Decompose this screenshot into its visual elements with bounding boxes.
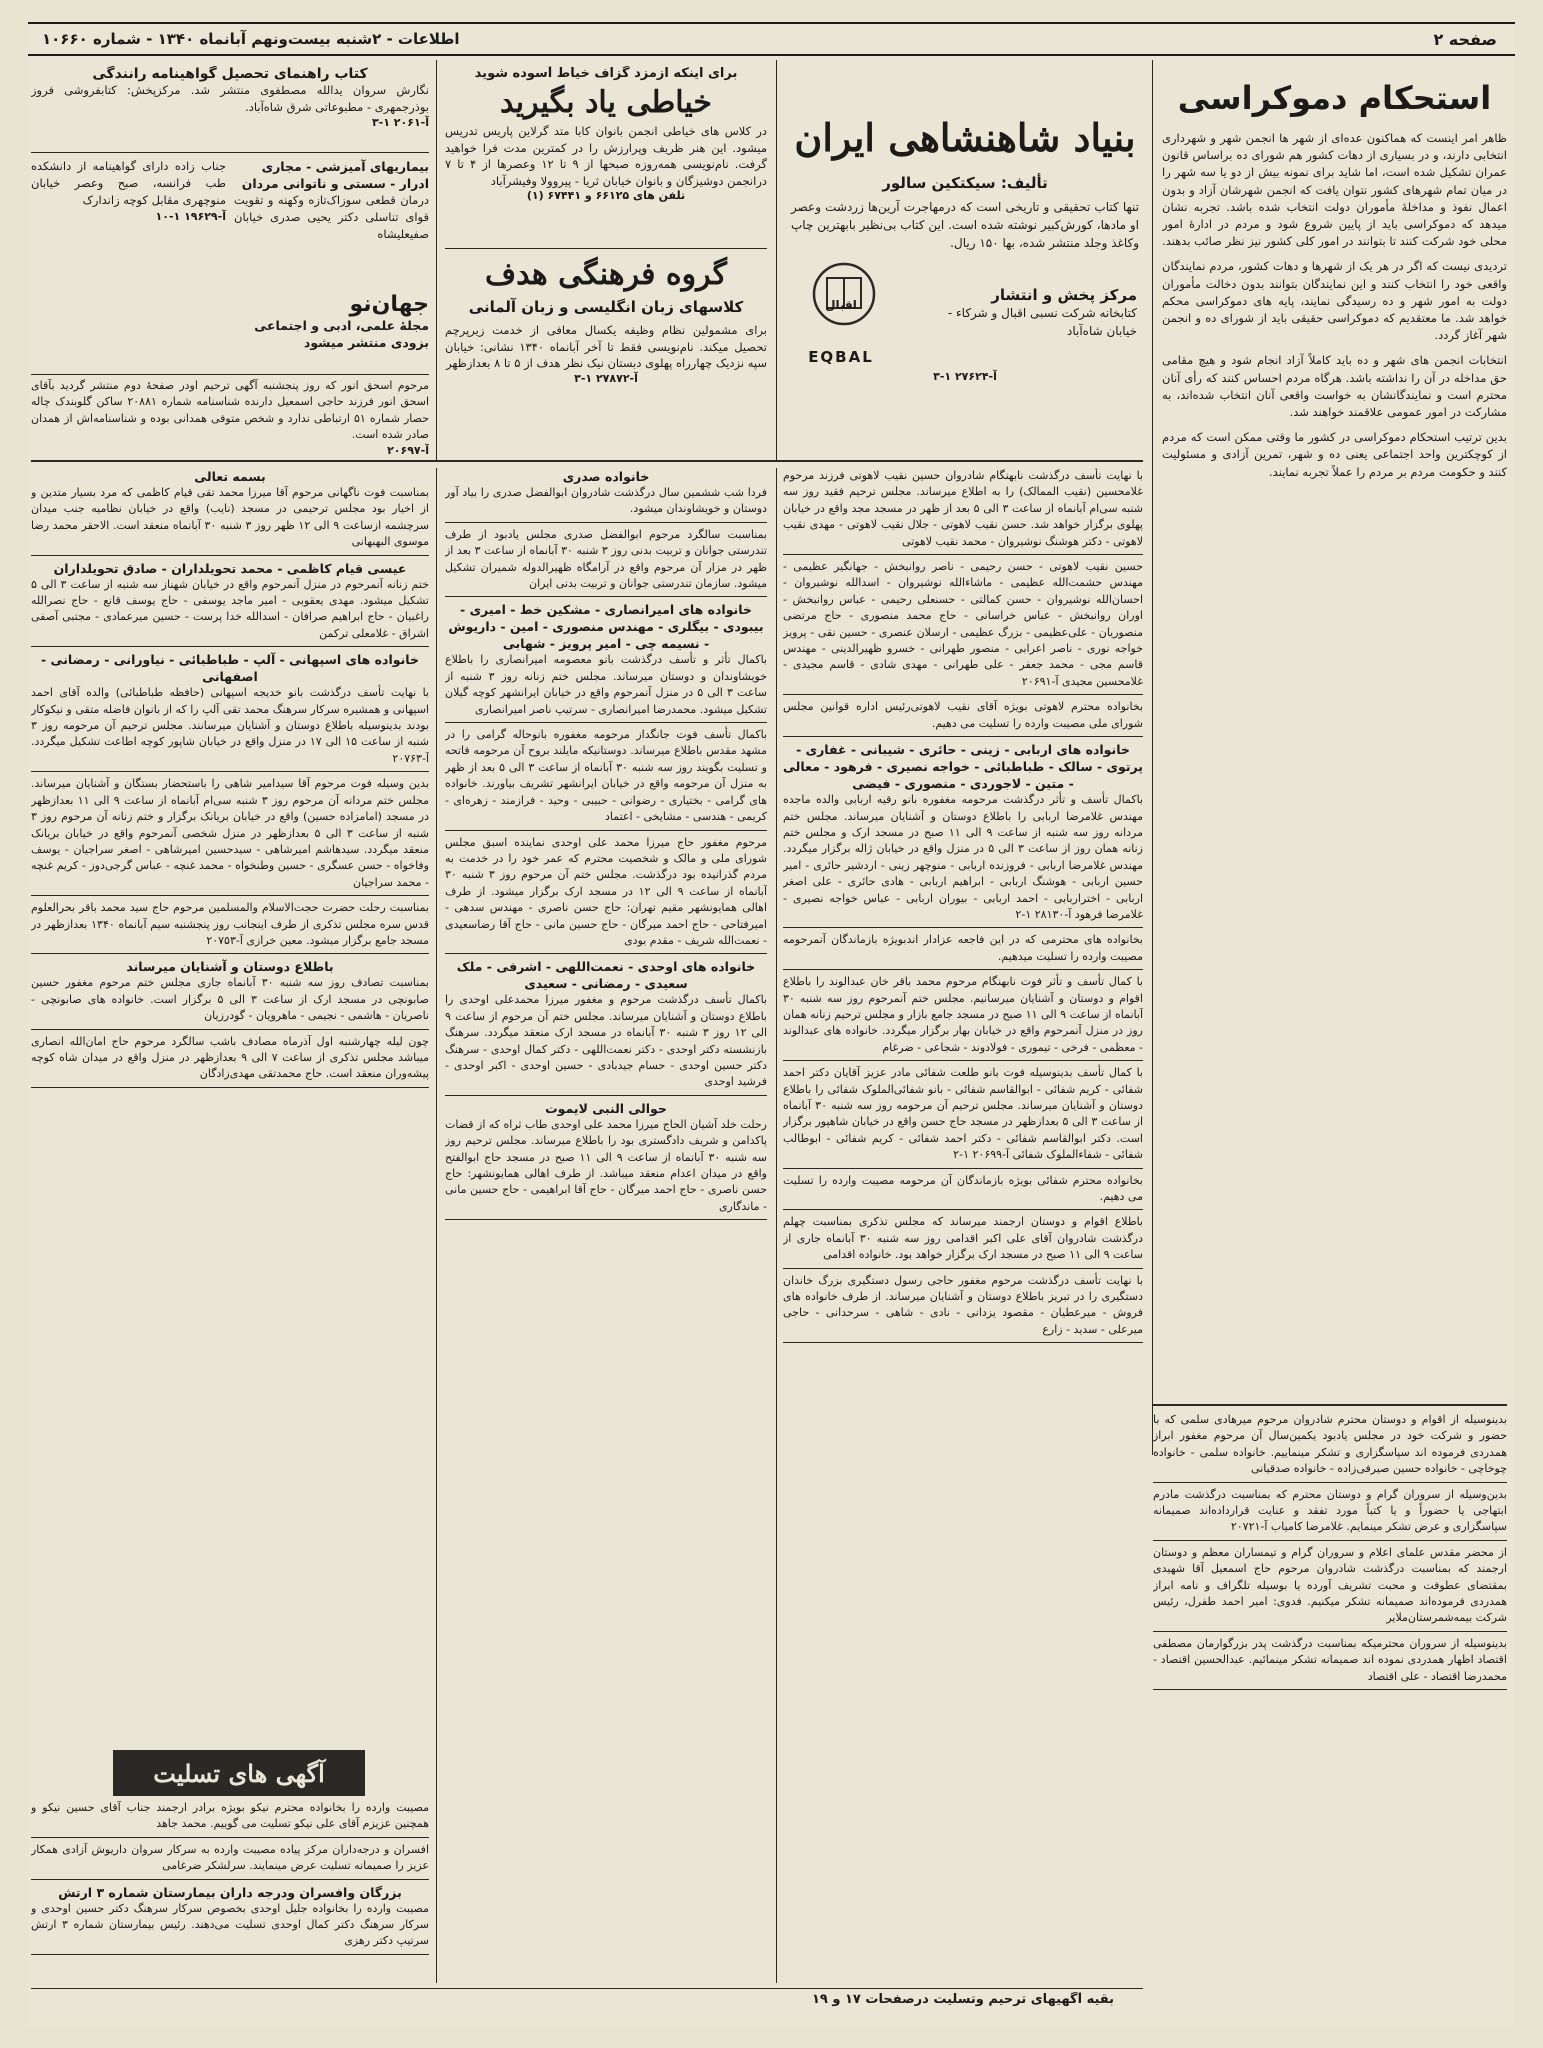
ad-clinic-right (234, 158, 429, 244)
notice-body: رحلت خلد آشیان الحاج میرزا محمد علی اوحدی طاب ثراه که از قضات پاکدامن و شریف دادگستری بود را باطلاع میرساند. مجلس ترحیم روز سه شنبه ۳۰ آبانماه از ساعت ۹ الی ۱۱ صبح در مسجد حاج ابوالفتح واقع در میدان اعدام منعقد میباشد. از طرف اهالی همایونشهر: حاج حسن ناصری - حاج احمد میرگان - حاج آقا ابراهیمی - حاج حسین مانی - ماندگاری (445, 1117, 767, 1213)
ad-tailoring-title: خیاطی یاد بگیرید (500, 85, 712, 120)
ad-bonyad-code: آ-۲۷۶۲۴ ۱-۳ (933, 370, 997, 383)
notice-body: بخانواده های محترمی که در این فاجعه عزادار اندبویژه بازماندگان آنمرحومه مصیبت وارده را تسلیت میدهیم. (783, 933, 1143, 963)
notice-title: خانواده های اوحدی - نعمت‌اللهی - اشرفی - ملک سعیدی - رمضانی - سعیدی (456, 959, 756, 992)
ad-hadaf-body: برای مشمولین نظام وظیفه یکسال معافی از خدمت زیرپرچم تحصیل میکند. نام‌نویسی فقط تا آخر آبانماه ۱۳۴۰ نشانی: خیابان سپه نزدیک چهارراه پهلوی دبستان نیک نظر هدف از ۵ تا ۸ بعدازظهر (445, 323, 767, 370)
notice-body: بدین وسیله فوت مرحوم آقا سیدامیر شاهی را باستحضار بستگان و آشنایان میرساند. مجلس ختم مردانه آن مرحوم روز ۳ شنبه سی‌ام آبانماه از ساعت ۹ الی ۱۱ بعدازظهر در مسجد (امامزاده حسین) واقع در خیابان بریانک برگزار و ختم زنانه آن مرحوم روز ۳ شنبه از ساعت ۳ الی ۵ بعدازظهر در منزل شخصی آنمرحوم واقع در خیابان بریانک منعقد میگردد. سیدهاشم امیرشاهی - سیدحسین امیرشاهی - اصغر سراجیان - یوسف وفاخواه - حسن عسگری - حسین وطنخواه - محمد غنچه - عباس گرجی‌دوز - کریم غنچه - محمد سراجیان (31, 777, 429, 889)
notice-item (783, 974, 1143, 1061)
ad-driving-guide-code: آ-۲۰۶۱ ۱-۳ (371, 116, 429, 130)
notices-column-4 (1153, 1412, 1507, 1984)
column-rule (436, 60, 437, 460)
notice-item (31, 1800, 429, 1838)
ad-jahan-title: جهان‌نو (349, 292, 429, 317)
notice-body: باکمال تأثر و تأسف درگذشت بانو معصومه امیرانصاری را باطلاع خویشاوندان و دوستان میرساند. مجلس ختم زنانه روز ۳ شنبه از ساعت ۳ الی ۵ در منزل آنمرحوم واقع در خیابان ایرانشهر کوچه گیلان تشکیل میشود. محمدرضا امیرانصاری - سرتیپ ناصر امیرانصاری (445, 653, 767, 716)
notice-id-clarification (31, 378, 429, 456)
notices-column-3-lower (31, 1800, 429, 1985)
notices-column-2 (445, 468, 767, 1983)
eqbal-logo-icon (793, 260, 889, 366)
column-rule (776, 60, 777, 460)
notice-item (31, 1884, 429, 1955)
notice-body: بمناسبت سالگرد مرحوم ابوالفضل صدری مجلس یادبود از طرف تندرستی جوانان و تربیت بدنی روز ۳ شنبه ۳۰ آبانماه از ساعت ۳ بعد از ظهر در مزار آن مرحوم واقع در آرامگاه ظهیرالدوله شمیران تشکیل میشود. سازمان تندرستی جوانان و تربیت بدنی ایران (445, 527, 767, 591)
ad-tailoring (445, 66, 767, 244)
notice-body: با نهایت تأسف درگذشت نابهنگام شادروان حسین نقیب لاهوتی فرزند مرحوم غلامحسین (نقیب الممالک) را به اطلاع میرساند. مجلس ترحیم فقید روز سه شنبه سی‌ام آبانماه از ساعت ۳ الی ۵ بعد از ظهر در مسجد مجد واقع در خیابان پهلوی برگزار خواهد شد. حسن نقیب لاهوتی - جلال نقیب لاهوتی - مهدی نقیب لاهوتی - دکتر هوشنگ نوشیروان - محمد نقیب لاهوتی (783, 469, 1143, 548)
column-rule (776, 468, 777, 1983)
footer-continuation-note: بقیه آگهیهای ترحیم وتسلیت درصفحات ۱۷ و ۱۹ (811, 1992, 1115, 2007)
notice-item (445, 958, 767, 1095)
notice-item (783, 741, 1143, 928)
ad-clinic-row (31, 158, 429, 244)
condolence-banner-text: آگهی های تسلیت (153, 1758, 325, 1788)
ad-clinic-code: آ-۱۹۶۲۹ ۱-۱۰ (155, 209, 226, 223)
notice-item (1153, 1412, 1507, 1483)
section-rule-main (31, 460, 1143, 462)
notice-item (445, 468, 767, 523)
notice-title: خانواده های اسپهانی - آلپ - طباطبائی - نیاورانی - رمضانی - اصفهانی (41, 652, 419, 685)
section-rule (1153, 1404, 1507, 1406)
notice-item (1153, 1487, 1507, 1541)
ad-driving-guide-body: نگارش سروان یدالله مصطفوی منتشر شد. مرکزپخش: کتابفروشی فروز بوذرجمهری - مطبوعاتی شرق شاه‌آباد. (31, 83, 429, 115)
ad-tailoring-body: در کلاس های خیاطی انجمن بانوان کابا متد گرلاین پاریس تدریس میشود. این هنر ظریف وپرارزش را در کمترین مدت فرا خواهید گرفت. نام‌نویسی همه‌روزه صبحها از ۹ تا ۱۲ وعصرها از ۴ تا ۷ درانجمن دوشیزگان و بانوان خیابان ثریا - پیروولا وفیشرآباد (445, 124, 767, 188)
ad-bonyad-center-label: مرکز پخش و انتشار (991, 286, 1137, 304)
notice-item (783, 559, 1143, 695)
notice-id-code: آ-۲۰۶۹۷ (387, 443, 429, 456)
notice-title: حوالی النبی لایموت (545, 1100, 667, 1116)
footer-rule (31, 1988, 1143, 1989)
ad-clinic-body: درمان قطعی سوزاک‌تازه وکهنه و تقویت قوای تناسلی دکتر یحیی صدری خیابان صفیعلیشاه (234, 193, 429, 242)
editorial-title: استحکام دموکراسی (1177, 79, 1492, 117)
column-rule (436, 468, 437, 1983)
ad-jahan-body: مجلهٔ علمی، ادبی و اجتماعی بزودی منتشر میشود (254, 318, 429, 350)
newspaper-page (28, 22, 1515, 2026)
eqbal-logo-text: EQBAL (808, 348, 874, 366)
notice-item (445, 1100, 767, 1220)
notices-column-3 (31, 468, 429, 1746)
section-rule (31, 374, 429, 375)
notice-title: عیسی قیام کاظمی - محمد تحویلداران - صادق تحویلداران (53, 560, 407, 576)
notice-body: بدینوسیله از سروران محترمیکه بمناسبت درگذشت پدر بزرگوارمان مصطفی اقتصاد اظهار همدردی نموده اند صمیمانه تشکر مینمائیم. عبدالحسین اقتصاد - محمدرضا اقتصاد - علی اقتصاد (1153, 1636, 1507, 1683)
notice-title: خانواده صدری (562, 469, 650, 484)
notice-item (783, 932, 1143, 970)
notice-item (31, 958, 429, 1029)
ad-bonyad-book (787, 66, 1143, 454)
ad-hadaf (445, 254, 767, 454)
notice-item (31, 776, 429, 896)
editorial-article (1162, 66, 1507, 1396)
ad-driving-guide-title: کتاب راهنمای تحصیل گواهینامه رانندگی (92, 66, 368, 82)
notice-body: بخانواده محترم لاهوتی بویژه آقای نقیب لاهوتی‌رئیس اداره قوانین مجلس شورای ملی مصیبت وارده را تسلیت می دهیم. (783, 700, 1143, 730)
ad-bonyad-distribution-text (937, 286, 1137, 340)
notice-item (31, 560, 429, 648)
notice-item (783, 699, 1143, 737)
notice-body: حسین نقیب لاهوتی - حسن رحیمی - ناصر روانبخش - جهانگیر عظیمی - مهندس حشمت‌الله عظیمی - ماشاءالله نوشیروان - اسدالله نوشیروان - احسان‌الله نوشیروان - حسن کمالتی - حسنعلی رحیمی - عباس روانبخش - اوران روانبخش - عباس خراسانی - حاج محمد منصوری - حاج مرتضی منصوریان - علی‌عظیمی - بزرگ عظیمی - ارسلان عنصری - حسین نقی - پرویز خواجه نوری - ناصر اعرابی - منصور طهرانی - خسرو ظهیرالدینی - مهندس قاسم مجی - محمد جعفر - علی طهرانی - مهدی شادی - قاسم مجیدی - غلامحسین مجیدی آ-۲۰۶۹۱ (783, 560, 1143, 688)
notices-column-1 (783, 468, 1143, 1983)
masthead-date-issue: اطلاعات - ۲شنبه بیست‌ونهم آبانماه ۱۳۴۰ - شماره ۱۰۶۶۰ (42, 30, 460, 48)
notice-title: بسمه تعالی (194, 469, 266, 484)
section-rule (31, 152, 429, 153)
notice-item (445, 527, 767, 598)
notice-body: باکمال تأسف و تأثر درگذشت مرحومه مغفوره بانو رقیه اربابی والده ماجده مهندس غلامرضا اربابی را باطلاع دوستان و آشنایان میرساند. مجلس ختم مردانه روز سه شنبه از ساعت ۹ الی ۱۱ صبح در مسجد ارک و مجلس ختم زنانه همان روز از ساعت ۳ الی ۵ در منزل واقع در خیابان ژاله برگزار میگردد. مهندس غلامرضا اربابی - فروزنده اربابی - منوچهر زینی - اردشیر حائری - امیر حسین اربابی - هوشنگ اربابی - ابراهیم اربابی - هادی حائری - علی اصغر اربابی - اختراربابی - احمد اربابی - بیوران اربابی - عباس خواجه نصیری - غلامرضا فرهود آ-۲۸۱۳۰ ۱-۲ (783, 793, 1143, 921)
notice-body: باکمال تأسف درگذشت مرحوم و مغفور میرزا محمدعلی اوحدی را باطلاع دوستان و آشنایان میرساند. مجلس ختم آن مرحوم از ساعت ۹ الی ۱۲ روز ۳ شنبه ۳۰ آبانماه در مسجد ارک منعقد میگردد. سرهنگ بازنشسته دکتر اوحدی - دکتر نعمت‌اللهی - دکتر کمال اوحدی - سرهنگ دکتر حسین اوحدی - حسام جیدبادی - حسین اوحدی - اکبر اوحدی - فرشید اوحدی (445, 993, 767, 1089)
notice-body: از محضر مقدس علمای اعلام و سروران گرام و تیمساران معظم و دوستان ارجمند که بمناسبت درگذشت شادروان مرحوم حاج اسمعیل آقا شهیدی بمقتضای عطوفت و محبت تشریف آورده یا بوسیله تلگراف و نامه ابراز همدردی فرموده‌اند صمیمانه تشکر میکنیم. فدوی: امیر احمد طفرل، رئیس شرکت بیمه‌شمرستان‌ملایر (1153, 1545, 1507, 1625)
ad-tailoring-phones: تلفن های ۶۶۱۲۵ و ۶۷۴۴۱ (۱) (526, 189, 686, 202)
notice-body: با کمال تأسف بدینوسیله فوت بانو طلعت شفائی مادر عزیز آقایان دکتر احمد شفائی - کریم شفائی - ابوالقاسم شفائی - بانو شفائی‌الملوک شفائی را باطلاع دوستان و آشنایان میرساند. مجلس ترحیم آن مرحومه روز سه شنبه ۳۰ آبانماه از ساعت ۳ الی ۵ بعدازظهر در مسجد حاج حسن واقع در خیابان شاهپور برگزار است. دکتر ابوالقاسم شفائی - دکتر احمد شفائی - کریم شفائی - ابوطالب شفائی - شفاءالملوک شفائی آ-۲۰۶۹۹ ۱-۲ (783, 1066, 1143, 1162)
ad-hadaf-subtitle: کلاسهای زبان انگلیسی و زبان آلمانی (468, 298, 744, 316)
eqbal-logo-word: اقبال (825, 298, 857, 312)
page-header-bar (28, 22, 1515, 56)
notice-body: فردا شب ششمین سال درگذشت شادروان ابوالفضل صدری را بیاد آور دوستان و خویشاوندان میشود. (445, 486, 767, 516)
notice-item (783, 1214, 1143, 1268)
page-number: صفحه ۲ (1433, 29, 1497, 49)
notice-body: افسران و درجه‌داران مرکز پیاده مصیبت وارده به سرکار سروان داریوش آزادی همکار عزیز را صمیمانه تسلیت عرض مینمایند. سرلشکر ضرغامی (31, 1842, 429, 1873)
ad-clinic (31, 158, 429, 288)
notice-body: بخانواده محترم شفائی بویژه بازماندگان آن مرحومه مصیبت وارده را تسلیت می دهیم. (783, 1173, 1143, 1204)
notice-item (1153, 1545, 1507, 1632)
notice-item (1153, 1636, 1507, 1690)
notice-title: بزرگان وافسران ودرجه داران بیمارستان شماره ۳ ارتش (58, 1884, 402, 1900)
notice-body: بمناسبت تصادف روز سه شنبه ۳۰ آبانماه جاری مجلس ختم مرحوم مغفور حسین صابونچی در مسجد ارک از ساعت ۳ الی ۵ برگزار است. خانواده های صابونچی - ناصریان - هاشمی - نجیمی - ماهرویان - گودرزیان (31, 976, 429, 1023)
notice-body: با نهایت تأسف درگذشت بانو خدیجه اسپهانی (حافظه طباطبائی) والده آقای احمد اسپهانی و همشیره سرکار سرهنگ محمد تقی آلپ را که از بانوان فاضله متقی و نیکوکار بودند بدینوسیله باطلاع دوستان و آشنایان میرسانند. مجلس ترحیم آن مرحومه روز ۳ شنبه از ساعت ۱۵ الی ۱۷ در منزل واقع در خیابان شاپور کوچه اطاعت تشکیل میگردد. آ-۲۰۷۶۳ (31, 686, 429, 765)
notice-body: مصیبت وارده را بخانواده محترم نیکو بویژه برادر ارجمند جناب آقای حسین نیکو و همچنین عزیزم آقای علی نیکو تسلیت می گوییم. محمد جاهد (31, 1801, 429, 1831)
ad-hadaf-code: آ-۲۷۸۷۲ ۱-۳ (574, 371, 638, 385)
notice-item (783, 468, 1143, 555)
editorial-paragraph: تردیدی نیست که اگر در هر یک از شهرها و دهات کشور، مردم نمایندگان واقعی خود را انتخاب کنند و این نمایندگان بتوانند بدون دخالت مأموران دولت به امور شهر و ده رسیدگی نمایند، پایه های دموکراسی محکم خواهد شد. ما معتقدیم که دموکراسی حقیقی باید از شورای ده و انجمن شهر آغاز گردد. (1162, 259, 1507, 343)
ad-tailoring-kicker: برای اینکه ازمزد گزاف خیاط آسوده شوید (474, 66, 738, 81)
notice-item (783, 1065, 1143, 1168)
notice-item (445, 835, 767, 955)
notice-body: باطلاع اقوام و دوستان ارجمند میرساند که مجلس تذکری بمناسبت چهلم درگذشت شادروان آقای علی اکبر اقدامی روز سه شنبه ۳۰ آبانماه جاری از ساعت ۹ الی ۱۱ صبح در مسجد ارک برگزار خواهد بود. خانواده اقدامی (783, 1215, 1143, 1262)
section-rule (445, 248, 767, 249)
notice-title: خانواده های اربابی - زینی - حائری - شیبانی - غفاری - پرتوی - سالک - طباطبائی - خواجه نصیری - فرهود - معالی - متین - لاجوردی - منصوری - فیضی (783, 742, 1143, 792)
notice-item (31, 1842, 429, 1880)
ad-hadaf-title: گروه فرهنگی هدف (485, 257, 727, 292)
notice-body: چون لیله چهارشنبه اول آذرماه مصادف باشب سالگرد مرحوم حاج امان‌الله انصاری میباشد مجلس تذکری از ساعت ۷ الی ۹ بعدازظهر در منزل واقع در میدان شاه کوچه پیشه‌وران منعقد است. حاج محمدتقی مهدی‌زادگان (31, 1034, 429, 1081)
notice-body: باکمال تأسف فوت جانگداز مرحومه مغفوره بانوحاله گرامی را در مشهد مقدس باطلاع میرساند. دوستانیکه مایلند بروح آن مرحومه فاتحه و تسلیت بگویند روز سه شنبه ۳۰ آبانماه از ساعت ۳ الی ۵ بعد از ظهر به منزل آن مرحومه واقع در خیابان ایرانشهر تشریف بیاورند. خانواده های گرامی - بختیاری - رضوانی - حبیبی - وحید - فرازمند - زهره‌ای - کریمی - هندسی - مشایخی - اعتماد (445, 728, 767, 824)
ad-bonyad-logo: بنیاد شاهنشاهی ایران (794, 115, 1136, 160)
notice-body: بدینوسیله از اقوام و دوستان محترم شادروان مرحوم میرهادی سلمی که با حضور و شرکت خود در مجلس یادبود یکمین‌سال آن مرحوم مغفور ابراز همدردی فرموده اند سپاسگزاری و تشکر مینماییم. خانواده سلمی - خانواده چوخاچی - خانواده حسین صیرفی‌زاده - خانواده صدقیانی (1153, 1413, 1507, 1476)
editorial-paragraph: بدین ترتیب استحکام دموکراسی در کشور ما وقتی ممکن است که مردم از کوچکترین واحد اجتماعی یعنی ده و شهر، تمرین آزادی و مسئولیت کنند و حکومت مردم بر مردم را عملاً تجربه نمایند. (1162, 430, 1507, 479)
notice-title: باطلاع دوستان و آشنایان میرساند (126, 959, 334, 975)
notice-id-body: مرحوم اسحق انور که روز پنجشنبه آگهی ترحیم اودر صفحهٔ دوم منتشر گردید بآقای اسحق انور فرزند حاجی اسمعیل دارنده شناسنامه شماره ۲۰۸۸۱ ساکن گلوبندک چاله حصار شماره ۵۱ ارتباطی ندارد و شخص متوفی همدانی بوده و شناسنامه‌اش از همدان صادر شده است. (31, 379, 429, 442)
notice-item (31, 1034, 429, 1088)
notice-body: با نهایت تأسف درگذشت مرحوم مغفور حاجی رسول دستگیری بزرگ خاندان دستگیری را در تبریز باطلاع دوستان و آشنایان میرساند. از طرف خانواده های فروش - میرعطیان - مقصود یزدانی - نادی - شاهی - سرحدانی - حاجی میرعلی - سدید - زارع (783, 1273, 1143, 1336)
ad-jahan-no (234, 292, 429, 372)
ad-bonyad-distribution (787, 260, 1143, 366)
notice-item (31, 900, 429, 954)
editorial-paragraph: ظاهر امر اینست که هماکنون عده‌ای از شهر ها انجمن شهر و شهرداری انتخابی دارند، و در بسیاری از دهات کشور هم شورای ده براساس قانون عمران تشکیل شده است، اما شاید برای نمونه بیش از دو یا سه شهر را در میان تمام شهرهای کشور نتوان یافت که انجمن شهرشان آزاد و بدون اعمال نفوذ و مداخلهٔ مأموران دولت انتخاب شده باشد. تجربه نشان میدهد که دموکراسی باید از پایین شروع شود و مردم در ادارهٔ امور محلی خود شرکت کنند تا بتوانند در امور کلی کشور نیز نظر صائب بدهند. (1162, 131, 1507, 249)
ad-bonyad-author: تألیف: سیکتکین سالور (882, 174, 1048, 192)
ad-bonyad-distributor: کتابخانه شرکت نسبی اقبال و شرکاء - خیابان شاه‌آباد (947, 306, 1137, 338)
condolence-banner (113, 1750, 365, 1796)
notice-body: با کمال تأسف و تأثر فوت نابهنگام مرحوم محمد باقر خان عبدالوند را باطلاع اقوام و دوستان و آشنایان میرسانیم. مجلس ختم آنمرحوم روز سه شنبه ۳۰ آبانماه از ساعت ۹ الی ۱۱ صبح در مسجد جامع بازار و مجلس ترحیم زنانه همان روز در منزل آنمرحوم واقع در خیابان بهار برگزار میگردد. خانواده های عبدالوند - معظمی - فرخی - تیموری - فولادوند - شجاعی - ضرغام (783, 975, 1143, 1054)
editorial-paragraph: انتخابات انجمن های شهر و ده باید کاملاً آزاد انجام شود و هیچ مقامی حق مداخله در آن را نداشته باشد. هرگاه مردم احساس کنند که رأی آنان محترم است و نمایندگانشان به خواست واقعی آنان انتخاب شده‌اند، به مشارکت در امور عمومی علاقمند خواهند شد. (1162, 353, 1507, 420)
notice-title: خانواده های امیرانصاری - مشکین خط - امیری - بیبودی - بیگلری - مهندس منصوری - امین - داریوش - نسیمه چی - امیر پرویز - شهابی (448, 602, 764, 652)
ad-driving-guide (31, 66, 429, 148)
notice-body: مصیبت وارده را بخانواده جلیل اوحدی بخصوص سرکار سرهنگ دکتر حسین اوحدی و سرکار سرهنگ دکتر کمال اوحدی تسلیت می‌دهند. رئیس بیمارستان شماره ۳ ارتش سرتیپ دکتر رهزی (31, 1901, 429, 1948)
notice-body: بمناسبت فوت ناگهانی مرحوم آقا میرزا محمد تقی قیام کاظمی که مرد بسیار متدین و از اخیار بود مجلس ترحیمی در مسجد (نایب) واقع در خیابان نظامیه جنب میدان سرچشمه ازساعت ۹ الی ۱۲ ظهر روز ۳ شنبه ۳۰ آبانماه منعقد است. الاحقر محمد رضا موسوی البهبهانی (31, 486, 429, 549)
ad-bonyad-description: تنها کتاب تحقیقی و تاریخی است که درمهاجرت آرین‌ها زردشت وعصر او ماد‌ها، کورش‌کبیر نوشته شده است. این کتاب بی‌نظیر بابهترین چاپ وکاغذ وجلد منتشر شده، بها ۱۵۰ ریال. (791, 200, 1139, 250)
notice-body: ختم زنانه آنمرحوم در منزل آنمرحوم واقع در خیابان شهناز سه شنبه از ساعت ۳ الی ۵ تشکیل میشود. مهدی یعقوبی - امیر ماجد یوسفی - حاج یوسف قانع - حاج نصرالله راغبیان - حاج ابراهیم صرافان - اسدالله خدا پرست - حسین میرعمادی - مجتبی آصفی اشراق - غلامعلی ترکمن (31, 577, 429, 640)
notice-body: بدین‌وسیله از سروران گرام و دوستان محترم که بمناسبت درگذشت مادرم ابتهاجی یا حضوراً و یا کتباً مورد تفقد و عنایت قرارداده‌اند صمیمانه سپاسگزاری و عرض تشکر مینمایم. غلامرضا کامیاب آ-۲۰۷۲۱ (1153, 1487, 1507, 1534)
notice-item (445, 727, 767, 830)
notice-item (31, 468, 429, 556)
ad-clinic-body-2: جناب زاده دارای گواهینامه از دانشکده طب فرانسه، صبح وعصر خیابان منوچهری مقابل کوچه زاندارک (31, 159, 226, 208)
column-rule (1152, 60, 1153, 1455)
notice-item (783, 1273, 1143, 1344)
notice-item (31, 651, 429, 772)
notice-item (783, 1173, 1143, 1211)
ad-clinic-title: بیماریهای آمیزشی - مجاری ادرار - سستی و ناتوانی مردان (241, 159, 429, 191)
notice-item (445, 601, 767, 723)
notice-body: بمناسبت رحلت حضرت حجت‌الاسلام والمسلمین مرحوم حاج سید محمد باقر بحرالعلوم قدس سره مجلس تذکری از طرف اینجانب روز پنجشنبه سیم آبانماه ۱۳۴۰ بعدازظهر در مسجد جامع برگزار میشود. معین خرازی آ-۲۰۷۵۳ (31, 901, 429, 947)
ad-clinic-left (31, 158, 226, 244)
notice-body: مرحوم مغفور حاج میرزا محمد علی اوحدی نماینده اسبق مجلس شورای ملی و مالک و شخصیت محترم که عمر خود را در خدمت به مردم گذرانیده بود درگذشت. مجلس ختم آن مرحوم روز ۳ شنبه ۳۰ آبانماه از ساعت ۹ الی ۱۲ در مسجد ارک برگزار میشود. از طرف اهالی همایونشهر مقیم تهران: حاج حسن ناصری - مهندس سدهی - امیرفتاحی - حاج احمد میرگان - حاج حسین مانی - حاج آقا رضاسعیدی - نعمت‌الله شریف - مقدم بودی (445, 835, 767, 947)
